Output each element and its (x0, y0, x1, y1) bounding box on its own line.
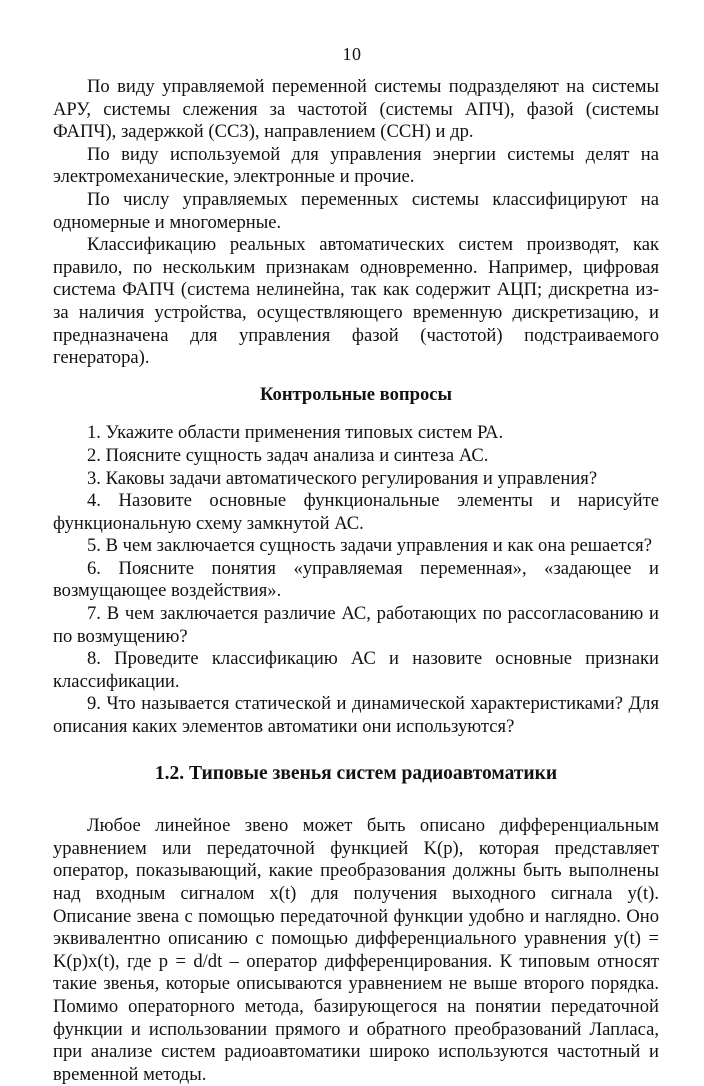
question-item (53, 445, 659, 468)
question-text: Поясните понятия «управляемая переменная», «задающее и возмущающее воздействия». (53, 557, 659, 602)
question-item (53, 558, 659, 603)
question-text: Укажите области применения типовых систем РА. (105, 422, 504, 444)
question-text: В чем заключается различие АС, работающих по рассогласованию и по возмущению? (53, 603, 660, 647)
question-number: 7. (87, 603, 101, 625)
question-number: 6. (87, 557, 101, 579)
question-text: Проведите классификацию АС и назовите основные признаки классификации. (53, 648, 659, 692)
question-number: 8. (87, 648, 101, 670)
question-number: 3. (87, 467, 101, 489)
page-number: 10 (342, 44, 362, 64)
question-number: 1. (87, 422, 101, 444)
questions-heading: Контрольные вопросы (259, 383, 453, 405)
question-text: Каковы задачи автоматического регулирования и управления? (105, 467, 598, 489)
question-item (53, 603, 659, 648)
paragraph-control-variable: По виду управляемой переменной системы подразделяют на системы АРУ, системы слежения за частотой (системы АПЧ), фазой (системы ФАПЧ), задержкой (ССЗ), направлением (ССН) и др. (53, 76, 659, 143)
questions-list (53, 422, 659, 738)
question-item (53, 648, 659, 693)
paragraph-classification: Классификацию реальных автоматических систем производят, как правило, по нескольким признакам одновременно. Например, цифровая система ФАПЧ (система нелинейна, так как содержит АЦП; дискретна из-за наличия устройства, осуществляющего временную дискретизацию, и предназначена для управления фазой (частотой) подстраиваемого генератора). (53, 234, 659, 369)
question-item (53, 693, 659, 738)
paragraph-number-of-variables: По числу управляемых переменных системы классифицируют на одномерные и многомерные. (53, 188, 659, 233)
page-content (53, 76, 659, 1086)
section-paragraph: Любое линейное звено может быть описано дифференциальным уравнением или передаточной функцией K(p), которая представляет оператор, показывающий, какие преобразования должны быть выполнены над входным сигналом x(t) для получения выходного сигнала y(t). Описание звена с помощью передаточной функции удобно и наглядно. Оно эквивалентно описанию с помощью дифференциального уравнения y(t) = K(p)x(t), где p = d/dt – оператор дифференцирования. К типовым относят такие звенья, которые описываются уравнением не выше второго порядка. Помимо операторного метода, базирующегося на понятии передаточной функции и использовании прямого и обратного преобразований Лапласа, при анализе систем радиоавтоматики широко используются частотный и временной методы. (53, 815, 659, 1085)
question-text: Назовите основные функциональные элементы и нарисуйте функциональную схему замкнутой АС. (53, 490, 660, 534)
question-number: 9. (87, 693, 101, 715)
question-number: 2. (87, 444, 101, 466)
question-item (53, 468, 659, 491)
paragraph-energy-type: По виду используемой для управления энергии системы делят на электромеханические, электронные и прочие. (53, 143, 659, 188)
question-text: В чем заключается сущность задачи управления и как она решается? (105, 535, 652, 557)
question-number: 4. (87, 490, 101, 512)
question-item (53, 535, 659, 558)
question-item (53, 490, 659, 535)
section-heading: 1.2. Типовые звенья систем радиоавтоматики (154, 762, 558, 784)
question-number: 5. (87, 535, 101, 557)
question-text: Что называется статической и динамической характеристиками? Для описания каких элементов автоматики они используются? (53, 693, 660, 738)
question-item (53, 422, 659, 445)
question-text: Поясните сущность задач анализа и синтеза АС. (105, 444, 489, 466)
